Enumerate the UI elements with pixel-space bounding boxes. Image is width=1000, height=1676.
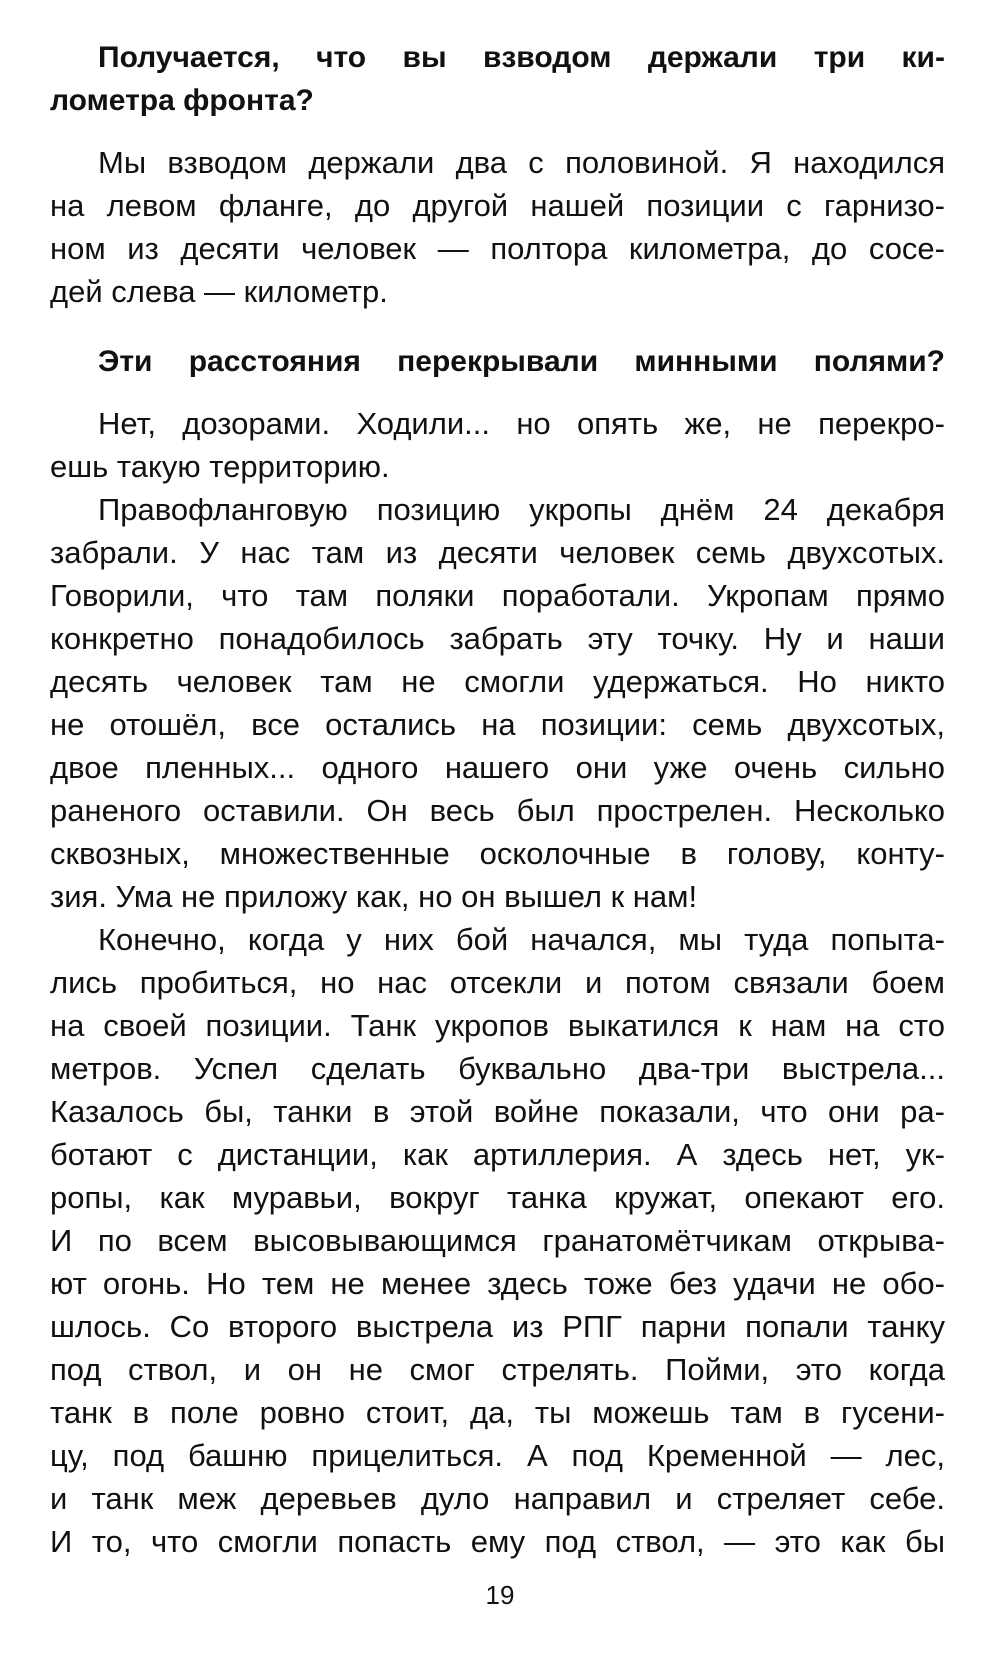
text-line: двое пленных... одного нашего они уже очень сильно (50, 750, 945, 785)
text-line: забрали. У нас там из десяти человек семь двухсотых. (50, 535, 945, 570)
text-line: конкретно понадобилось забрать эту точку. Ну и наши (50, 621, 945, 656)
text-line: ешь такую территорию. (50, 449, 390, 484)
body-paragraph (50, 488, 945, 918)
text-line: цу, под башню прицелиться. А под Кременной — лес, (50, 1438, 945, 1473)
text-line: дей слева — километр. (50, 274, 388, 309)
text-line: Правофланговую позицию укропы днём 24 декабря (98, 492, 945, 527)
text-line: ют огонь. Но тем не менее здесь тоже без удачи не обо- (50, 1266, 945, 1301)
text-line: не отошёл, все остались на позиции: семь двухсотых, (50, 707, 945, 742)
text-line: десять человек там не смогли удержаться. Но никто (50, 664, 945, 699)
text-line: Казалось бы, танки в этой войне показали, что они ра- (50, 1094, 945, 1129)
answer-paragraph (50, 141, 945, 313)
text-line: метров. Успел сделать буквально два-три выстрела... (50, 1051, 945, 1086)
text-line: Эти расстояния перекрывали минными полями? (98, 345, 945, 378)
text-line: лометра фронта? (50, 84, 314, 117)
question-heading (50, 36, 945, 122)
text-line: И то, что смогли попасть ему под ствол, — это как бы (50, 1524, 945, 1559)
text-line: ботают с дистанции, как артиллерия. А здесь нет, ук- (50, 1137, 945, 1172)
text-line: Говорили, что там поляки поработали. Укропам прямо (50, 578, 945, 613)
text-line: раненого оставили. Он весь был прострелен. Несколько (50, 793, 945, 828)
question-heading (50, 340, 945, 383)
text-line: сквозных, множественные осколочные в голову, конту- (50, 836, 945, 871)
text-line: И по всем высовывающимся гранатомётчикам открыва- (50, 1223, 945, 1258)
text-line: под ствол, и он не смог стрелять. Пойми, это когда (50, 1352, 945, 1387)
text-line: ном из десяти человек — полтора километра, до сосе- (50, 231, 945, 266)
text-line: танк в поле ровно стоит, да, ты можешь там в гусени- (50, 1395, 945, 1430)
text-line: на своей позиции. Танк укропов выкатился к нам на сто (50, 1008, 945, 1043)
text-line: на левом фланге, до другой нашей позиции с гарнизо- (50, 188, 945, 223)
book-page (50, 36, 945, 1563)
text-line: зия. Ума не приложу как, но он вышел к нам! (50, 879, 698, 914)
answer-paragraph (50, 402, 945, 488)
text-line: Получается, что вы взводом держали три ки- (98, 41, 945, 74)
text-line: лись пробиться, но нас отсекли и потом связали боем (50, 965, 945, 1000)
text-line: Конечно, когда у них бой начался, мы туда попыта- (98, 922, 945, 957)
text-line: и танк меж деревьев дуло направил и стреляет себе. (50, 1481, 945, 1516)
text-line: Мы взводом держали два с половиной. Я находился (98, 145, 945, 180)
text-line: шлось. Со второго выстрела из РПГ парни попали танку (50, 1309, 945, 1344)
text-line: ропы, как муравьи, вокруг танка кружат, опекают его. (50, 1180, 945, 1215)
body-paragraph (50, 918, 945, 1563)
page-number: 19 (485, 1580, 515, 1610)
text-line: Нет, дозорами. Ходили... но опять же, не перекро- (98, 406, 945, 441)
